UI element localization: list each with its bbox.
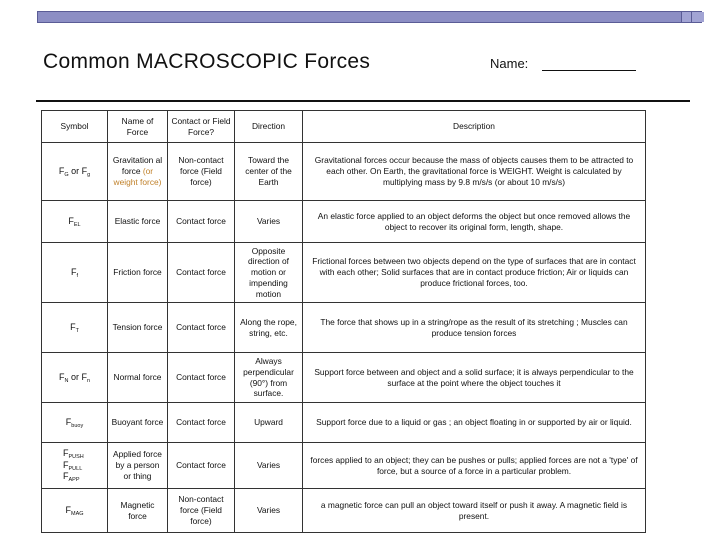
direction-cell: Varies	[235, 201, 303, 243]
table-row	[42, 353, 646, 403]
description-cell: Support force between and object and a solid surface; it is always perpendicular to the surface at the point where the object touches it	[303, 353, 646, 403]
direction-cell: Varies	[235, 489, 303, 533]
contact-cell: Contact force	[168, 243, 235, 303]
name-cell: Normal force	[108, 353, 168, 403]
top-decorative-bar	[37, 11, 702, 23]
description-cell: An elastic force applied to an object deforms the object but once removed allows the object to recover its original form, length, shape.	[303, 201, 646, 243]
symbol-cell: $F_{EL}$	[42, 201, 108, 243]
table-row	[42, 243, 646, 303]
direction-cell: Upward	[235, 403, 303, 443]
table-row	[42, 489, 646, 533]
header-symbol: Symbol	[42, 111, 108, 143]
contact-cell: Contact force	[168, 303, 235, 353]
table-row	[42, 143, 646, 201]
name-field-line[interactable]	[542, 70, 636, 71]
bar-square	[691, 12, 704, 22]
name-cell: Buoyant force	[108, 403, 168, 443]
symbol-cell: $F_G$ or $F_g$	[42, 143, 108, 201]
name-cell: Friction force	[108, 243, 168, 303]
contact-cell: Contact force	[168, 201, 235, 243]
title-divider	[36, 100, 690, 102]
description-cell: Gravitational forces occur because the mass of objects causes them to be attracted to each other. On Earth, the gravitational force is WEIGHT. Weight is calculated by multiplying mass by 9.8 m/s/s (or about 10 m/s/s)	[303, 143, 646, 201]
description-cell: a magnetic force can pull an object toward itself or push it away. A magnetic field is present.	[303, 489, 646, 533]
symbol-cell: $F_f$	[42, 243, 108, 303]
table-row	[42, 443, 646, 489]
symbol-cell: $F_{buoy}$	[42, 403, 108, 443]
description-cell: Support force due to a liquid or gas ; an object floating in or supported by air or liquid.	[303, 403, 646, 443]
name-label: Name:	[490, 56, 529, 71]
contact-cell: Contact force	[168, 443, 235, 489]
contact-cell: Contact force	[168, 353, 235, 403]
header-direction: Direction	[235, 111, 303, 143]
table-row	[42, 403, 646, 443]
header-contact: Contact or Field Force?	[168, 111, 235, 143]
name-cell: Elastic force	[108, 201, 168, 243]
contact-cell: Non-contact force (Field force)	[168, 489, 235, 533]
name-cell: Applied force by a person or thing	[108, 443, 168, 489]
header-row	[42, 111, 646, 143]
name-cell: Magnetic force	[108, 489, 168, 533]
symbol-cell: $F_{MAG}$	[42, 489, 108, 533]
direction-cell: Always perpendicular (90°) from surface.	[235, 353, 303, 403]
name-cell: Gravitation al force (or weight force)	[108, 143, 168, 201]
contact-cell: Non-contact force (Field force)	[168, 143, 235, 201]
description-cell: Frictional forces between two objects depend on the type of surfaces that are in contact with each other; Solid surfaces that are in contact produce friction; Air or liquids can produce frictional forces, too.	[303, 243, 646, 303]
forces-table	[41, 110, 646, 533]
symbol-cell: $F_T$	[42, 303, 108, 353]
name-cell: Tension force	[108, 303, 168, 353]
direction-cell: Along the rope, string, etc.	[235, 303, 303, 353]
contact-cell: Contact force	[168, 403, 235, 443]
symbol-cell: $F_N$ or $F_n$	[42, 353, 108, 403]
description-cell: forces applied to an object; they can be pushes or pulls; applied forces are not a 'type' of force, but a source of a force in a particular problem.	[303, 443, 646, 489]
page-title: Common MACROSCOPIC Forces	[43, 50, 371, 73]
description-cell: The force that shows up in a string/rope as the result of its stretching ; Muscles can produce tension forces	[303, 303, 646, 353]
direction-cell: Varies	[235, 443, 303, 489]
direction-cell: Opposite direction of motion or impending motion	[235, 243, 303, 303]
direction-cell: Toward the center of the Earth	[235, 143, 303, 201]
header-description: Description	[303, 111, 646, 143]
table-row	[42, 303, 646, 353]
header-name: Name of Force	[108, 111, 168, 143]
symbol-cell: $F_{PUSH}$ $F_{PULL}$ $F_{APP}$	[42, 443, 108, 489]
table-row	[42, 201, 646, 243]
